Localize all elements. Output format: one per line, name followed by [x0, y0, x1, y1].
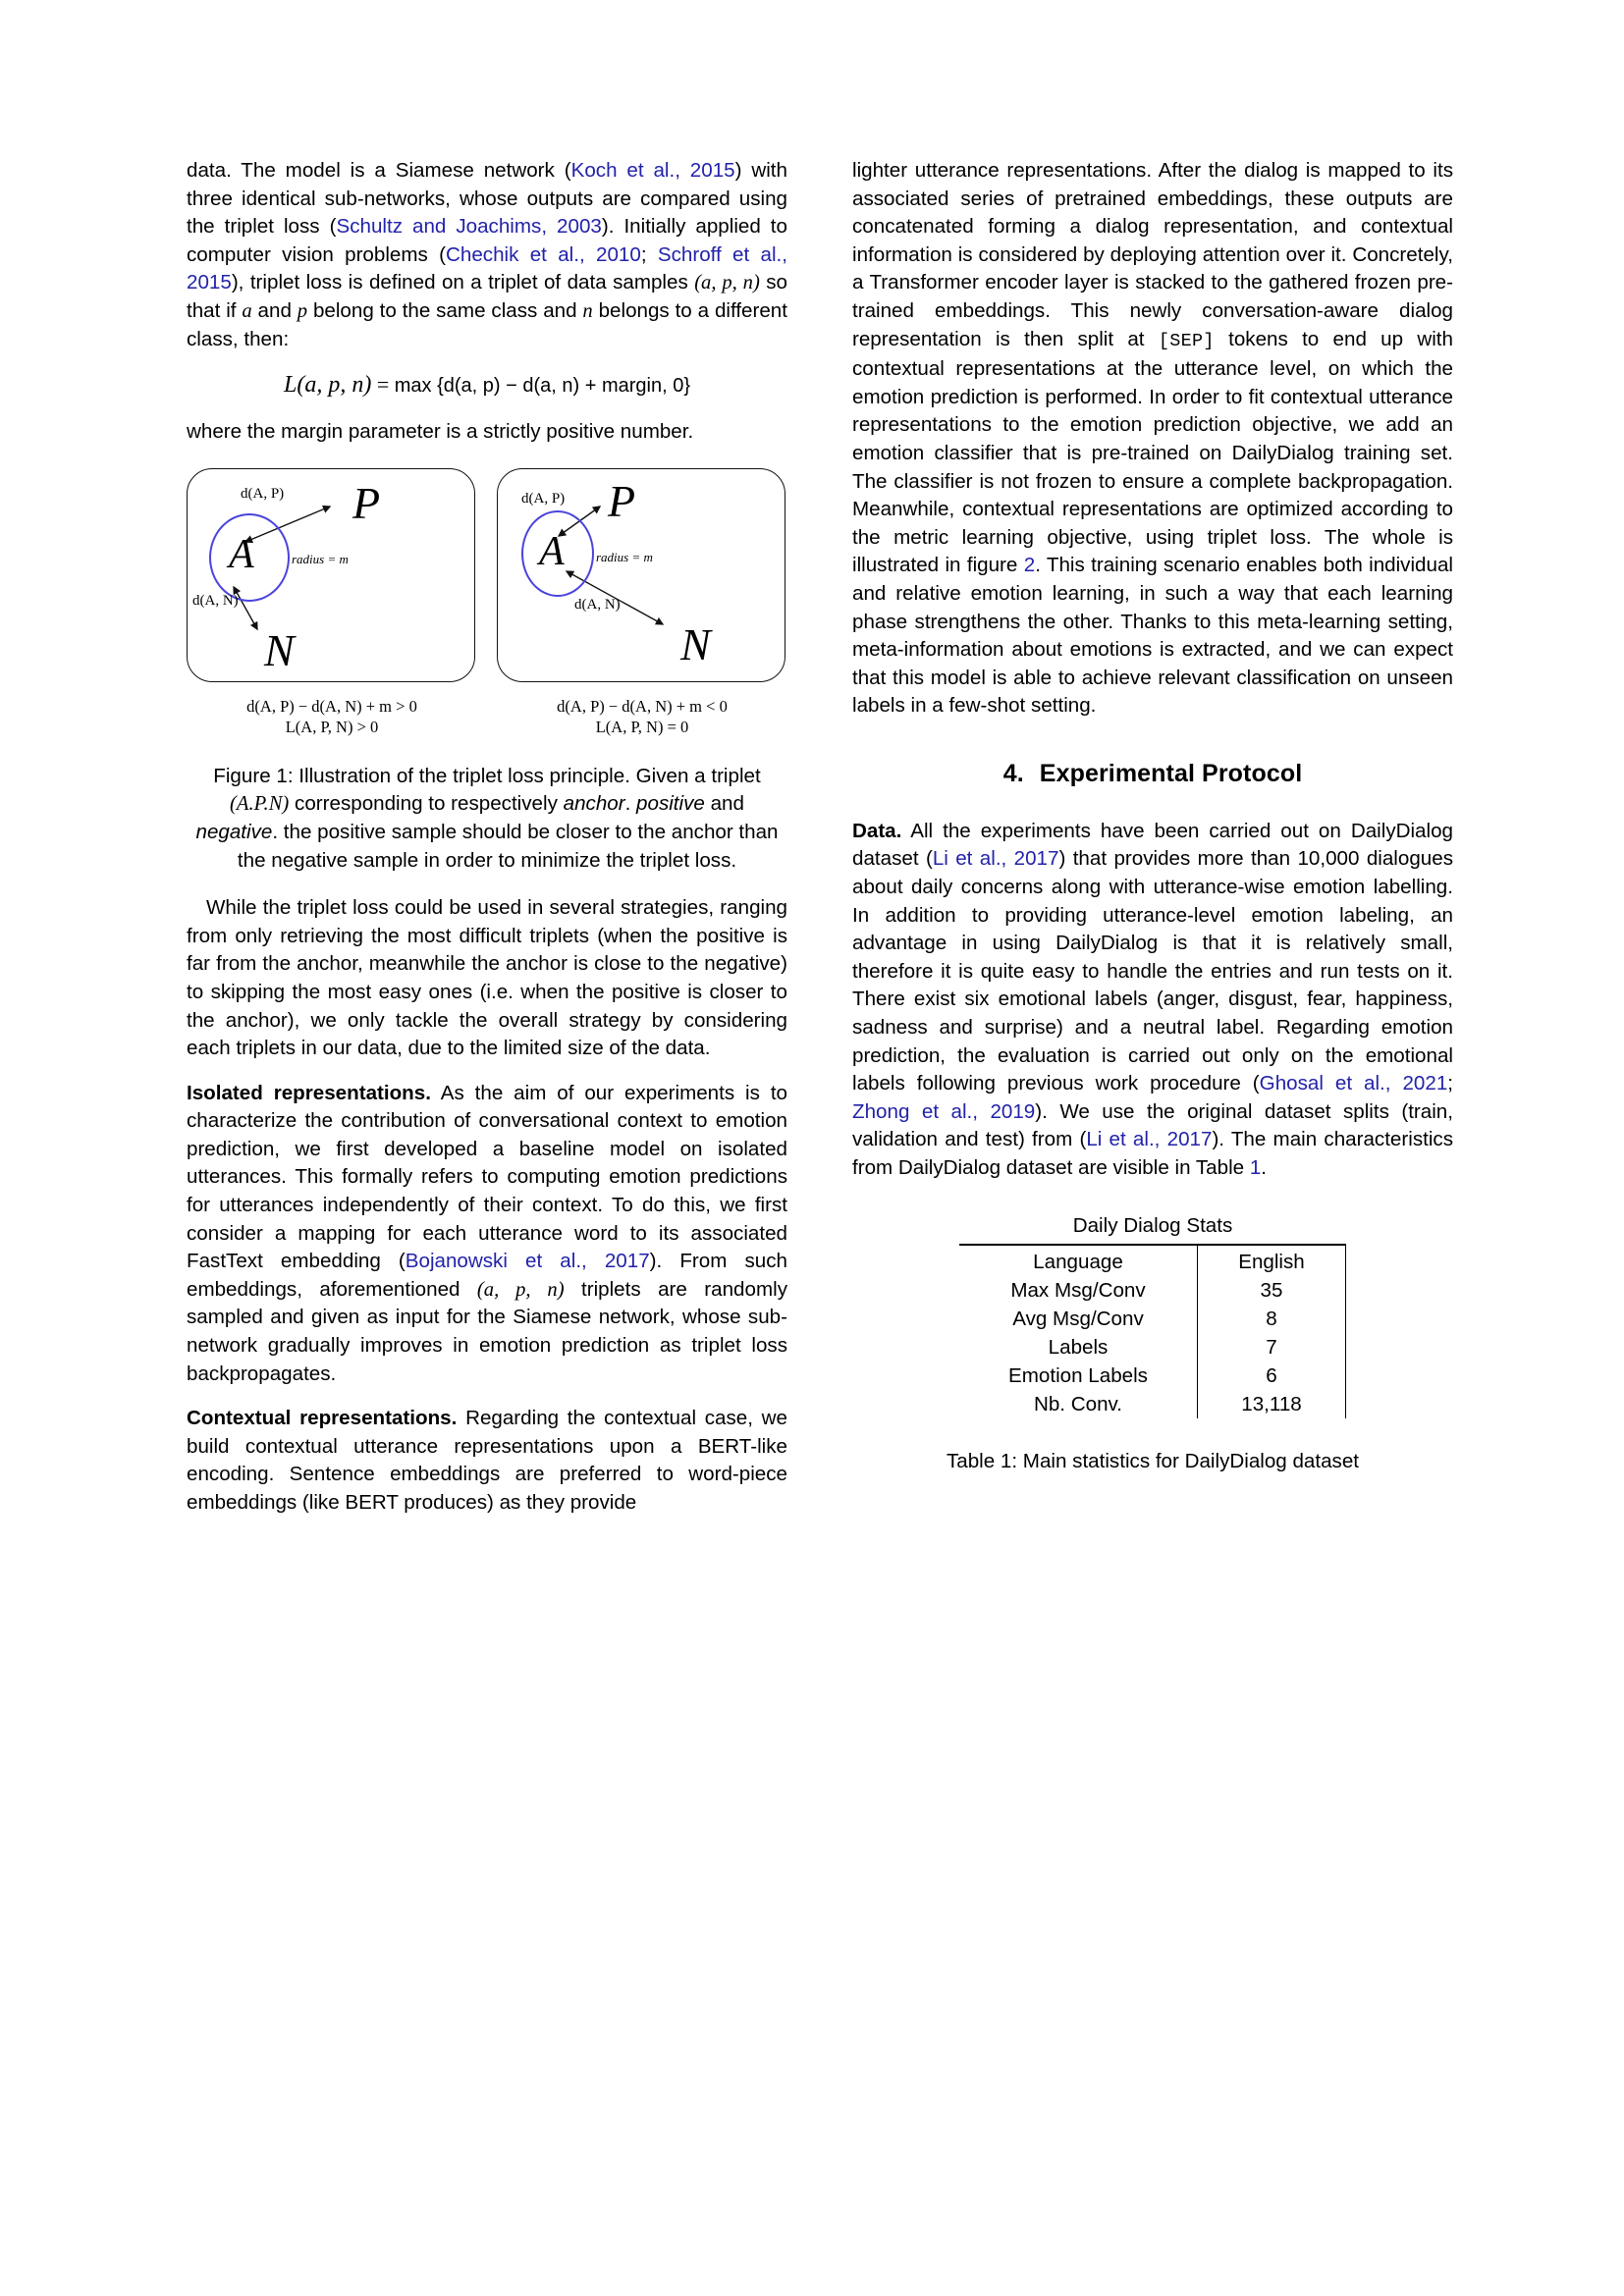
section-heading-experimental-protocol	[852, 760, 1453, 788]
text-segment: data. The model is a Siamese network (	[187, 159, 571, 182]
figure-left-eq-line1: d(A, P) − d(A, N) + m > 0	[246, 696, 417, 716]
label-d-a-p-right: d(A, P)	[521, 490, 566, 507]
math-p: p	[297, 299, 308, 322]
table-cell-key: Nb. Conv.	[1033, 1392, 1123, 1415]
table-cell-value: 13,118	[1198, 1390, 1346, 1418]
table-row	[959, 1333, 1346, 1362]
runin-heading-data: Data.	[852, 819, 902, 842]
figure-panel-left-box	[187, 468, 475, 682]
text-segment: so that if	[187, 271, 788, 322]
caption-segment: and	[704, 792, 744, 816]
table-row	[959, 1362, 1346, 1390]
caption-italic-anchor: anchor	[563, 792, 625, 816]
text-segment: triplets are randomly sampled and given as input for the Siamese network, whose sub-network gradually improves in emotion prediction as triplet loss backpropagates.	[187, 1277, 787, 1385]
paragraph-contextual-representations	[187, 1405, 787, 1517]
label-d-a-n-right: d(A, N)	[574, 596, 621, 613]
citation-chechik[interactable]: Chechik et al., 2010	[446, 242, 641, 266]
paragraph-contextual-pipeline	[852, 157, 1453, 721]
paragraph-margin-parameter: where the margin parameter is a strictly positive number.	[187, 420, 694, 444]
table-cell-value: 35	[1198, 1276, 1346, 1305]
figure-right-eq-line2: L(A, P, N) = 0	[595, 717, 689, 736]
text-segment: ) that provides more than 10,000 dialogues about daily concerns along with utterance-wise emotion labelling. In addition to providing utterance-level emotion labeling, an advantage in using DailyDialog is that it is relatively small, therefore it is quite easy to handle the entries and run tests on it. There exist six emotional labels (anger, disgust, fear, happiness, sadness and surprise) and a neutral label. Regarding emotion prediction, the evaluation is carried out only on the emotional labels following previous work procedure (	[852, 847, 1453, 1095]
caption-italic-negative: negative	[195, 820, 273, 843]
table-1-wrapper	[852, 1212, 1453, 1418]
paragraph-siamese-network	[187, 157, 787, 353]
left-column	[187, 157, 787, 1534]
table-cell-key: Language	[959, 1245, 1198, 1276]
glyph-negative-right: N	[680, 618, 711, 669]
text-segment: ), triplet loss is defined on a triplet of data samples	[231, 271, 695, 294]
text-segment: As the aim of our experiments is to characterize the contribution of conversational context to emotion prediction, we first developed a baseline model on isolated utterances. This formally refers to computing emotion predictions for utterances independently of their context. To do this, we first consider a mapping for each utterance word to its associated FastText embedding (	[187, 1081, 787, 1273]
table-cell-key: Avg Msg/Conv	[1012, 1307, 1144, 1330]
figure-panel-right	[497, 468, 787, 737]
glyph-positive-left: P	[352, 477, 381, 528]
table-cell-value: English	[1198, 1245, 1346, 1276]
figure-right-eq-line1: d(A, P) − d(A, N) + m < 0	[557, 696, 728, 716]
paragraph-data	[852, 818, 1453, 1183]
caption-segment: . the positive sample should be closer to the anchor than the negative sample in order to minimize the triplet loss.	[237, 820, 779, 872]
equation-lhs: L(a, p, n)	[283, 372, 372, 399]
figure-panel-right-box	[497, 468, 785, 682]
text-segment: ). From such embeddings, aforementioned	[187, 1250, 787, 1301]
caption-italic-positive: positive	[636, 792, 705, 816]
runin-heading-isolated: Isolated representations.	[187, 1081, 431, 1104]
label-radius-right: radius = m	[596, 549, 653, 564]
label-d-a-n-left: d(A, N)	[192, 592, 239, 609]
caption-segment: .	[624, 792, 637, 816]
paragraph-triplet-strategies: While the triplet loss could be used in several strategies, ranging from only retrieving the most difficult triplets (when the positive is far from the anchor, meanwhile the anchor is close to the negative) to skipping the most easy ones (i.e. when the positive is closer to the anchor), we only tackle the overall strategy by considering each triplets in our data, due to the limited size of the data.	[187, 896, 787, 1060]
glyph-negative-left: N	[264, 624, 295, 675]
text-segment: . This training scenario enables both individual and relative emotion learning, in such a way that each learning phase strengthens the other. Thanks to this meta-learning setting, meta-information about emotions is extracted, and we can expect that this model is able to achieve relevant classification on unseen labels in a few-shot setting.	[852, 554, 1453, 718]
text-segment: ;	[1447, 1072, 1454, 1095]
label-radius-left: radius = m	[292, 551, 349, 566]
figure-1	[187, 468, 787, 875]
table-body	[959, 1245, 1346, 1418]
math-triplet-apn: (a, p, n)	[694, 272, 760, 294]
figure-left-equations	[187, 696, 477, 737]
math-a: a	[242, 299, 252, 322]
figure-panels-row	[187, 468, 787, 737]
two-column-layout	[187, 157, 1453, 1534]
section-number: 4.	[1002, 759, 1024, 787]
figure-right-equations	[497, 696, 787, 737]
table-row	[959, 1245, 1346, 1276]
caption-segment: Figure 1: Illustration of the triplet loss principle. Given a triplet	[213, 764, 761, 787]
table-cell-key: Emotion Labels	[1008, 1363, 1148, 1387]
table-title: Daily Dialog Stats	[1072, 1213, 1233, 1237]
text-segment: lighter utterance representations. After the dialog is mapped to its associated series of pretrained embeddings, these outputs are concatenated forming a dialog representation, and contextual information is considered by deploying attention over it. Concretely, a Transformer encoder layer is stacked to the gathered frozen pre-trained embeddings. This newly conversation-aware dialog representation is then split at	[852, 159, 1453, 350]
figure-reference-2[interactable]: 2	[1023, 554, 1036, 577]
citation-koch[interactable]: Koch et al., 2015	[570, 159, 735, 182]
glyph-positive-right: P	[608, 475, 636, 526]
citation-ghosal[interactable]: Ghosal et al., 2021	[1259, 1072, 1448, 1095]
label-d-a-p-left: d(A, P)	[241, 485, 285, 502]
figure-1-caption	[187, 763, 787, 875]
text-segment: All the experiments have been carried out on DailyDialog dataset (	[852, 819, 1453, 871]
citation-li-2017-b[interactable]: Li et al., 2017	[1086, 1128, 1213, 1151]
citation-bojanowski[interactable]: Bojanowski et al., 2017	[405, 1250, 650, 1273]
citation-li-2017-a[interactable]: Li et al., 2017	[932, 847, 1059, 871]
figure-left-eq-line2: L(A, P, N) > 0	[285, 717, 379, 736]
caption-math-apn: (A.P.N)	[230, 793, 290, 816]
text-segment: .	[1261, 1156, 1268, 1179]
citation-schultz[interactable]: Schultz and Joachims, 2003	[336, 215, 602, 239]
table-row	[959, 1305, 1346, 1333]
table-cell-value: 7	[1198, 1333, 1346, 1362]
text-segment: tokens to end up with contextual representations at the utterance level, on which the emotion prediction is performed. In order to fit contextual utterance representations to the emotion prediction objective, we add an emotion classifier that is pre-trained on DailyDialog training set. The classifier is not frozen to ensure a complete backpropagation. Meanwhile, contextual representations are optimized according to the metric learning objective, using triplet loss. The whole is illustrated in figure	[852, 327, 1453, 577]
text-segment: ). Initially applied to computer vision problems (	[187, 215, 787, 266]
table-row	[959, 1276, 1346, 1305]
text-segment: belong to the same class and	[307, 298, 583, 322]
text-segment: ;	[640, 242, 658, 266]
math-n: n	[582, 299, 593, 322]
text-segment: ). The main characteristics from DailyDialog dataset are visible in Table	[852, 1128, 1454, 1179]
text-segment: belongs to a different class, then:	[187, 298, 787, 350]
citation-schroff[interactable]: Schroff et al., 2015	[187, 242, 788, 294]
table-cell-key: Labels	[1048, 1335, 1109, 1359]
paragraph-isolated-representations	[187, 1080, 787, 1389]
right-column	[852, 157, 1453, 1534]
text-segment: ). We use the original dataset splits (train, validation and test) from (	[852, 1099, 1453, 1151]
math-triplet-apn-2: (a, p, n)	[476, 1278, 565, 1301]
citation-zhong[interactable]: Zhong et al., 2019	[852, 1099, 1036, 1123]
table-1-caption: Table 1: Main statistics for DailyDialog dataset	[946, 1449, 1360, 1472]
table-cell-value: 6	[1198, 1362, 1346, 1390]
daily-dialog-stats-table	[959, 1212, 1346, 1418]
equation-rhs: max {d(a, p) − d(a, n) + margin, 0}	[394, 375, 691, 398]
table-row	[959, 1390, 1346, 1418]
table-cell-value: 8	[1198, 1305, 1346, 1333]
equation-triplet-loss	[187, 370, 787, 400]
text-segment: Regarding the contextual case, we build contextual utterance representations upon a BERT-like encoding. Sentence embeddings are preferred to word-piece embeddings (like BERT produces) as they provide	[187, 1407, 788, 1514]
figure-panel-left	[187, 468, 477, 737]
text-segment: ) with three identical sub-networks, whose outputs are compared using the triplet loss (	[187, 159, 787, 239]
table-cell-key: Max Msg/Conv	[1010, 1278, 1146, 1302]
token-sep: [SEP]	[1158, 330, 1215, 351]
equation-equals: =	[376, 372, 390, 398]
runin-heading-contextual: Contextual representations.	[187, 1407, 458, 1430]
text-segment: and	[251, 298, 298, 322]
table-reference-1[interactable]: 1	[1249, 1156, 1262, 1179]
glyph-anchor-left: A	[229, 531, 254, 577]
section-title: Experimental Protocol	[1039, 759, 1303, 787]
caption-segment: corresponding to respectively	[289, 792, 564, 816]
glyph-anchor-right: A	[539, 528, 565, 574]
